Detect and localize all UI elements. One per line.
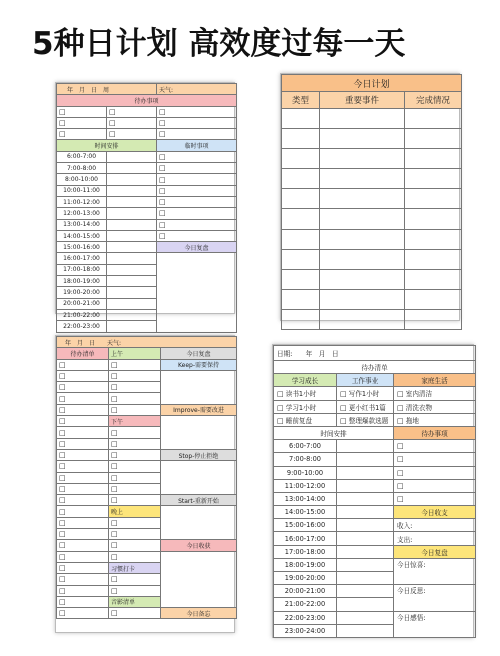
- todo-list-header: 待办清单: [57, 348, 109, 359]
- schedule-cell[interactable]: [107, 253, 157, 264]
- page-title: 5种日计划 高效度过每一天: [32, 26, 406, 62]
- schedule-cell[interactable]: [337, 624, 394, 637]
- checkbox[interactable]: [57, 117, 107, 128]
- habit-header: 习惯打卡: [109, 562, 161, 573]
- start-area[interactable]: [161, 506, 237, 540]
- checkbox[interactable]: [57, 370, 109, 381]
- checkbox[interactable]: [57, 359, 109, 370]
- date-cell[interactable]: 日期: 年 月 日: [274, 346, 476, 361]
- checkbox[interactable]: [57, 574, 109, 585]
- time-slot: 22:00-23:00: [274, 611, 337, 624]
- checkbox-icon[interactable]: [397, 390, 404, 398]
- schedule-cell[interactable]: [107, 174, 157, 185]
- checkbox[interactable]: [109, 574, 161, 585]
- time-slot: 18:00-19:00: [57, 276, 107, 287]
- review-header: 今日复盘: [161, 348, 237, 359]
- todo-item[interactable]: [337, 400, 394, 413]
- checkbox-icon[interactable]: [277, 390, 284, 398]
- event-column-header: 重要事件: [320, 92, 405, 109]
- checkbox[interactable]: [394, 492, 476, 505]
- checkbox[interactable]: [109, 472, 161, 483]
- schedule-cell[interactable]: [107, 242, 157, 253]
- stop-area[interactable]: [161, 461, 237, 495]
- cell[interactable]: [282, 209, 320, 229]
- keep-header: Keep-需要保持: [161, 359, 237, 370]
- time-slot: 14:00-15:00: [274, 506, 337, 519]
- checkbox[interactable]: [109, 382, 161, 393]
- checkbox[interactable]: [57, 461, 109, 472]
- improve-area[interactable]: [161, 416, 237, 450]
- checkbox[interactable]: [157, 151, 237, 162]
- schedule-cell[interactable]: [107, 264, 157, 275]
- temp-header: 临时事项: [157, 140, 237, 151]
- todo-label: 室内清洁: [405, 390, 433, 399]
- schedule-header: 时间安排: [57, 140, 157, 151]
- thanks-field[interactable]: 今日感悟:: [394, 611, 476, 637]
- schedule-cell[interactable]: [337, 440, 394, 453]
- checkbox[interactable]: [57, 472, 109, 483]
- cell[interactable]: [282, 129, 320, 149]
- checkbox[interactable]: [57, 449, 109, 460]
- time-slot: 19:00-20:00: [274, 572, 337, 585]
- cell[interactable]: [320, 189, 405, 209]
- cell[interactable]: [282, 149, 320, 169]
- time-slot: 20:00-21:00: [57, 298, 107, 309]
- time-slot: 8:00-10:00: [57, 174, 107, 185]
- schedule-cell[interactable]: [337, 453, 394, 466]
- checkbox[interactable]: [109, 608, 161, 619]
- todo-label: 读书1小时: [285, 390, 317, 399]
- cell[interactable]: [320, 289, 405, 309]
- checkbox[interactable]: [109, 438, 161, 449]
- schedule-cell[interactable]: [337, 572, 394, 585]
- time-slot: 6:00-7:00: [274, 440, 337, 453]
- checkbox[interactable]: [109, 540, 161, 551]
- checkbox[interactable]: [394, 479, 476, 492]
- cell[interactable]: [282, 269, 320, 289]
- review-area[interactable]: [157, 253, 237, 332]
- checkbox[interactable]: [394, 453, 476, 466]
- afternoon-header: 下午: [109, 416, 161, 427]
- income-header: 今日收支: [394, 506, 476, 519]
- checkbox[interactable]: [109, 461, 161, 472]
- checkbox[interactable]: [109, 393, 161, 404]
- todo-list-header: 待办清单: [274, 361, 476, 374]
- time-slot: 19:00-20:00: [57, 287, 107, 298]
- review-header: 今日复盘: [394, 545, 476, 558]
- schedule-cell[interactable]: [107, 230, 157, 241]
- time-slot: 15:00-16:00: [274, 519, 337, 532]
- cell[interactable]: [320, 209, 405, 229]
- schedule-cell[interactable]: [107, 196, 157, 207]
- cell[interactable]: [405, 289, 462, 309]
- checkbox[interactable]: [57, 382, 109, 393]
- checkbox[interactable]: [109, 483, 161, 494]
- checkbox[interactable]: [57, 404, 109, 415]
- checkbox[interactable]: [157, 196, 237, 207]
- schedule-header: 时间安排: [274, 426, 394, 439]
- checkbox-icon[interactable]: [397, 404, 404, 412]
- schedule-cell[interactable]: [107, 219, 157, 230]
- evening-header: 晚上: [109, 506, 161, 517]
- weather-cell[interactable]: 天气:: [157, 84, 237, 95]
- checkbox-icon[interactable]: [340, 404, 347, 412]
- harvest-header: 今日收获: [161, 540, 237, 551]
- todo-item[interactable]: [274, 400, 337, 413]
- cell[interactable]: [282, 189, 320, 209]
- cell[interactable]: [405, 309, 462, 329]
- type-column-header: 类型: [282, 92, 320, 109]
- checkbox[interactable]: [57, 529, 109, 540]
- cell[interactable]: [405, 129, 462, 149]
- checkbox[interactable]: [157, 117, 237, 128]
- checkbox[interactable]: [109, 359, 161, 370]
- cell[interactable]: [320, 129, 405, 149]
- start-header: Start-重新开始: [161, 495, 237, 506]
- work-header: 工作事业: [337, 374, 394, 387]
- surprise-field[interactable]: 今日惊喜:: [394, 558, 476, 584]
- checkbox[interactable]: [57, 608, 109, 619]
- schedule-cell[interactable]: [337, 506, 394, 519]
- study-header: 学习成长: [274, 374, 337, 387]
- schedule-cell[interactable]: [337, 558, 394, 571]
- income-field[interactable]: 收入:: [394, 519, 476, 532]
- checkbox[interactable]: [57, 416, 109, 427]
- checkbox[interactable]: [57, 551, 109, 562]
- schedule-cell[interactable]: [107, 276, 157, 287]
- cell[interactable]: [405, 149, 462, 169]
- checkbox[interactable]: [107, 129, 157, 140]
- home-header: 家庭生活: [394, 374, 476, 387]
- checkbox[interactable]: [109, 529, 161, 540]
- todo-item[interactable]: [394, 400, 476, 413]
- schedule-cell[interactable]: [107, 287, 157, 298]
- checkbox[interactable]: [109, 370, 161, 381]
- cell[interactable]: [320, 169, 405, 189]
- schedule-cell[interactable]: [337, 466, 394, 479]
- checkbox[interactable]: [157, 163, 237, 174]
- time-slot: 7:00-8:00: [274, 453, 337, 466]
- time-slot: 23:00-24:00: [274, 624, 337, 637]
- checkbox[interactable]: [157, 185, 237, 196]
- schedule-cell[interactable]: [337, 598, 394, 611]
- time-slot: 20:00-21:00: [274, 585, 337, 598]
- time-slot: 14:00-15:00: [57, 230, 107, 241]
- reflect-field[interactable]: 今日反思:: [394, 585, 476, 611]
- checkbox[interactable]: [109, 585, 161, 596]
- todo-header: 待办事项: [57, 95, 237, 106]
- date-cell[interactable]: 年 月 日 周: [57, 84, 157, 95]
- checkbox[interactable]: [157, 208, 237, 219]
- checkbox[interactable]: [109, 495, 161, 506]
- time-slot: 17:00-18:00: [274, 545, 337, 558]
- checkbox-icon[interactable]: [340, 390, 347, 398]
- review-header: 今日复盘: [157, 242, 237, 253]
- cell[interactable]: [320, 149, 405, 169]
- checkbox[interactable]: [57, 540, 109, 551]
- todo-item[interactable]: [394, 387, 476, 400]
- time-slot: 7:00-8:00: [57, 163, 107, 174]
- status-column-header: 完成情况: [405, 92, 462, 109]
- time-slot: 12:00-13:00: [57, 208, 107, 219]
- checkbox[interactable]: [157, 174, 237, 185]
- time-slot: 13:00-14:00: [274, 492, 337, 505]
- time-slot: 11:00-12:00: [57, 196, 107, 207]
- todo-item[interactable]: [337, 387, 394, 400]
- cell[interactable]: [282, 309, 320, 329]
- time-slot: 16:00-17:00: [57, 253, 107, 264]
- todo-item[interactable]: [274, 413, 337, 426]
- checkbox[interactable]: [57, 483, 109, 494]
- checkbox[interactable]: [57, 585, 109, 596]
- schedule-cell[interactable]: [107, 185, 157, 196]
- checkbox[interactable]: [57, 517, 109, 528]
- schedule-cell[interactable]: [337, 479, 394, 492]
- memo-header: 今日备忘: [161, 608, 237, 619]
- schedule-cell[interactable]: [107, 151, 157, 162]
- cell[interactable]: [282, 289, 320, 309]
- time-slot: 13:00-14:00: [57, 219, 107, 230]
- todo-label: 写作1小时: [348, 390, 380, 399]
- cell[interactable]: [405, 169, 462, 189]
- plan-sheet-1: [55, 82, 235, 330]
- date-cell[interactable]: 年 月 日 天气:: [57, 337, 237, 348]
- todo-label: 更小红书1篇: [348, 403, 386, 412]
- checkbox[interactable]: [57, 427, 109, 438]
- schedule-cell[interactable]: [337, 519, 394, 532]
- time-slot: 18:00-19:00: [274, 558, 337, 571]
- todo-header: 待办事项: [394, 426, 476, 439]
- checkbox[interactable]: [57, 562, 109, 573]
- checkbox[interactable]: [394, 440, 476, 453]
- todo-item[interactable]: [274, 387, 337, 400]
- harvest-area[interactable]: [161, 551, 237, 607]
- cell[interactable]: [405, 209, 462, 229]
- checkbox[interactable]: [57, 438, 109, 449]
- checkbox[interactable]: [109, 427, 161, 438]
- time-slot: 22:00-23:00: [57, 321, 107, 332]
- time-slot: 15:00-16:00: [57, 242, 107, 253]
- plan-sheet-3: [55, 335, 235, 633]
- cell[interactable]: [320, 269, 405, 289]
- media-header: 音影清单: [109, 596, 161, 607]
- checkbox[interactable]: [107, 117, 157, 128]
- todo-label: 睡前复盘: [285, 416, 313, 425]
- morning-header: 上午: [109, 348, 161, 359]
- schedule-cell[interactable]: [107, 309, 157, 320]
- time-slot: 21:00-22:00: [274, 598, 337, 611]
- cell[interactable]: [405, 249, 462, 269]
- checkbox[interactable]: [109, 449, 161, 460]
- checkbox[interactable]: [57, 393, 109, 404]
- schedule-cell[interactable]: [337, 611, 394, 624]
- time-slot: 11:00-12:00: [274, 479, 337, 492]
- schedule-cell[interactable]: [337, 585, 394, 598]
- checkbox-icon[interactable]: [277, 417, 284, 425]
- todo-item[interactable]: [394, 413, 476, 426]
- checkbox[interactable]: [157, 219, 237, 230]
- todo-label: 清洗衣物: [405, 403, 433, 412]
- checkbox[interactable]: [394, 466, 476, 479]
- cell[interactable]: [320, 309, 405, 329]
- cell[interactable]: [405, 269, 462, 289]
- schedule-cell[interactable]: [337, 492, 394, 505]
- time-slot: 10:00-11:00: [57, 185, 107, 196]
- cell[interactable]: [320, 229, 405, 249]
- checkbox[interactable]: [107, 106, 157, 117]
- today-plan-header: 今日计划: [282, 75, 462, 92]
- checkbox[interactable]: [57, 506, 109, 517]
- schedule-cell[interactable]: [337, 545, 394, 558]
- schedule-cell[interactable]: [337, 532, 394, 545]
- cell[interactable]: [320, 249, 405, 269]
- schedule-cell[interactable]: [107, 321, 157, 332]
- cell[interactable]: [405, 109, 462, 129]
- checkbox[interactable]: [157, 230, 237, 241]
- todo-label: 拖地: [405, 416, 419, 425]
- checkbox[interactable]: [157, 129, 237, 140]
- cell[interactable]: [282, 249, 320, 269]
- todo-item[interactable]: [337, 413, 394, 426]
- checkbox[interactable]: [57, 129, 107, 140]
- cell[interactable]: [282, 169, 320, 189]
- time-slot: 6:00-7:00: [57, 151, 107, 162]
- checkbox[interactable]: [109, 517, 161, 528]
- schedule-cell[interactable]: [107, 163, 157, 174]
- cell[interactable]: [282, 109, 320, 129]
- schedule-cell[interactable]: [107, 208, 157, 219]
- cell[interactable]: [405, 229, 462, 249]
- time-slot: 9:00-10:00: [274, 466, 337, 479]
- keep-area[interactable]: [161, 370, 237, 404]
- plan-sheet-2: [280, 73, 460, 321]
- time-slot: 21:00-22:00: [57, 309, 107, 320]
- checkbox-icon[interactable]: [340, 417, 347, 425]
- checkbox[interactable]: [109, 404, 161, 415]
- checkbox[interactable]: [57, 106, 107, 117]
- checkbox[interactable]: [57, 596, 109, 607]
- checkbox-icon[interactable]: [277, 404, 284, 412]
- checkbox[interactable]: [57, 495, 109, 506]
- checkbox[interactable]: [109, 551, 161, 562]
- time-slot: 17:00-18:00: [57, 264, 107, 275]
- cell[interactable]: [320, 109, 405, 129]
- plan-sheet-4: [272, 344, 474, 638]
- todo-label: 整理爆款选题: [348, 416, 389, 425]
- stop-header: Stop-停止拒绝: [161, 449, 237, 460]
- cell[interactable]: [282, 229, 320, 249]
- schedule-cell[interactable]: [107, 298, 157, 309]
- time-slot: 16:00-17:00: [274, 532, 337, 545]
- improve-header: Improve-需要改进: [161, 404, 237, 415]
- checkbox-icon[interactable]: [397, 417, 404, 425]
- cell[interactable]: [405, 189, 462, 209]
- todo-label: 学习1小时: [285, 403, 317, 412]
- checkbox[interactable]: [157, 106, 237, 117]
- expense-field[interactable]: 支出:: [394, 532, 476, 545]
